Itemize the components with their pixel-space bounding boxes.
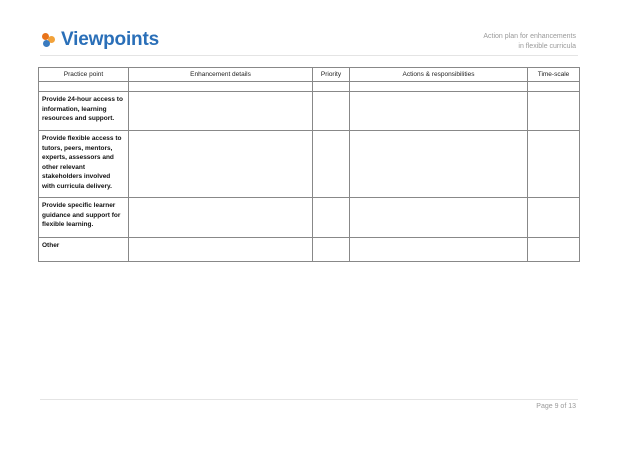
table-row <box>39 198 580 238</box>
table-header-row <box>39 68 580 82</box>
column-header-priority: Priority <box>313 68 350 82</box>
actions-cell[interactable] <box>350 92 528 131</box>
viewpoints-logo <box>40 30 159 50</box>
practice-point-cell: Other <box>39 238 129 262</box>
table-row <box>39 238 580 262</box>
enhancement-details-cell[interactable] <box>129 131 313 198</box>
actions-cell[interactable] <box>350 131 528 198</box>
enhancement-details-cell[interactable] <box>129 92 313 131</box>
table-cell <box>313 82 350 92</box>
priority-cell[interactable] <box>313 238 350 262</box>
table-row <box>39 92 580 131</box>
practice-point-cell: Provide specific learner guidance and support for flexible learning. <box>39 198 129 238</box>
logo-text: Viewpoints <box>61 29 159 50</box>
table-spacer-row <box>39 82 580 92</box>
table-cell <box>350 82 528 92</box>
document-header-note <box>483 32 576 52</box>
enhancement-details-cell[interactable] <box>129 198 313 238</box>
action-plan-table <box>38 67 580 262</box>
table-cell <box>39 82 129 92</box>
viewpoints-logo-icon <box>40 31 58 49</box>
priority-cell[interactable] <box>313 198 350 238</box>
practice-point-cell: Provide flexible access to tutors, peers, mentors, experts, assessors and other relevant stakeholders involved with curricula delivery. <box>39 131 129 198</box>
page-number: Page 9 of 13 <box>536 403 576 410</box>
time-scale-cell[interactable] <box>528 198 580 238</box>
header-note-line-2: in flexible curricula <box>518 43 576 50</box>
column-header-practice-point: Practice point <box>39 68 129 82</box>
enhancement-details-cell[interactable] <box>129 238 313 262</box>
table-row <box>39 131 580 198</box>
column-header-time-scale: Time-scale <box>528 68 580 82</box>
footer-divider <box>40 399 578 400</box>
table-cell <box>129 82 313 92</box>
column-header-actions-responsibilities: Actions & responsibilities <box>350 68 528 82</box>
time-scale-cell[interactable] <box>528 238 580 262</box>
actions-cell[interactable] <box>350 238 528 262</box>
table-cell <box>528 82 580 92</box>
header-note-line-1: Action plan for enhancements <box>483 33 576 40</box>
header-divider <box>40 55 578 56</box>
priority-cell[interactable] <box>313 131 350 198</box>
practice-point-cell: Provide 24-hour access to information, learning resources and support. <box>39 92 129 131</box>
priority-cell[interactable] <box>313 92 350 131</box>
actions-cell[interactable] <box>350 198 528 238</box>
column-header-enhancement-details: Enhancement details <box>129 68 313 82</box>
time-scale-cell[interactable] <box>528 131 580 198</box>
time-scale-cell[interactable] <box>528 92 580 131</box>
